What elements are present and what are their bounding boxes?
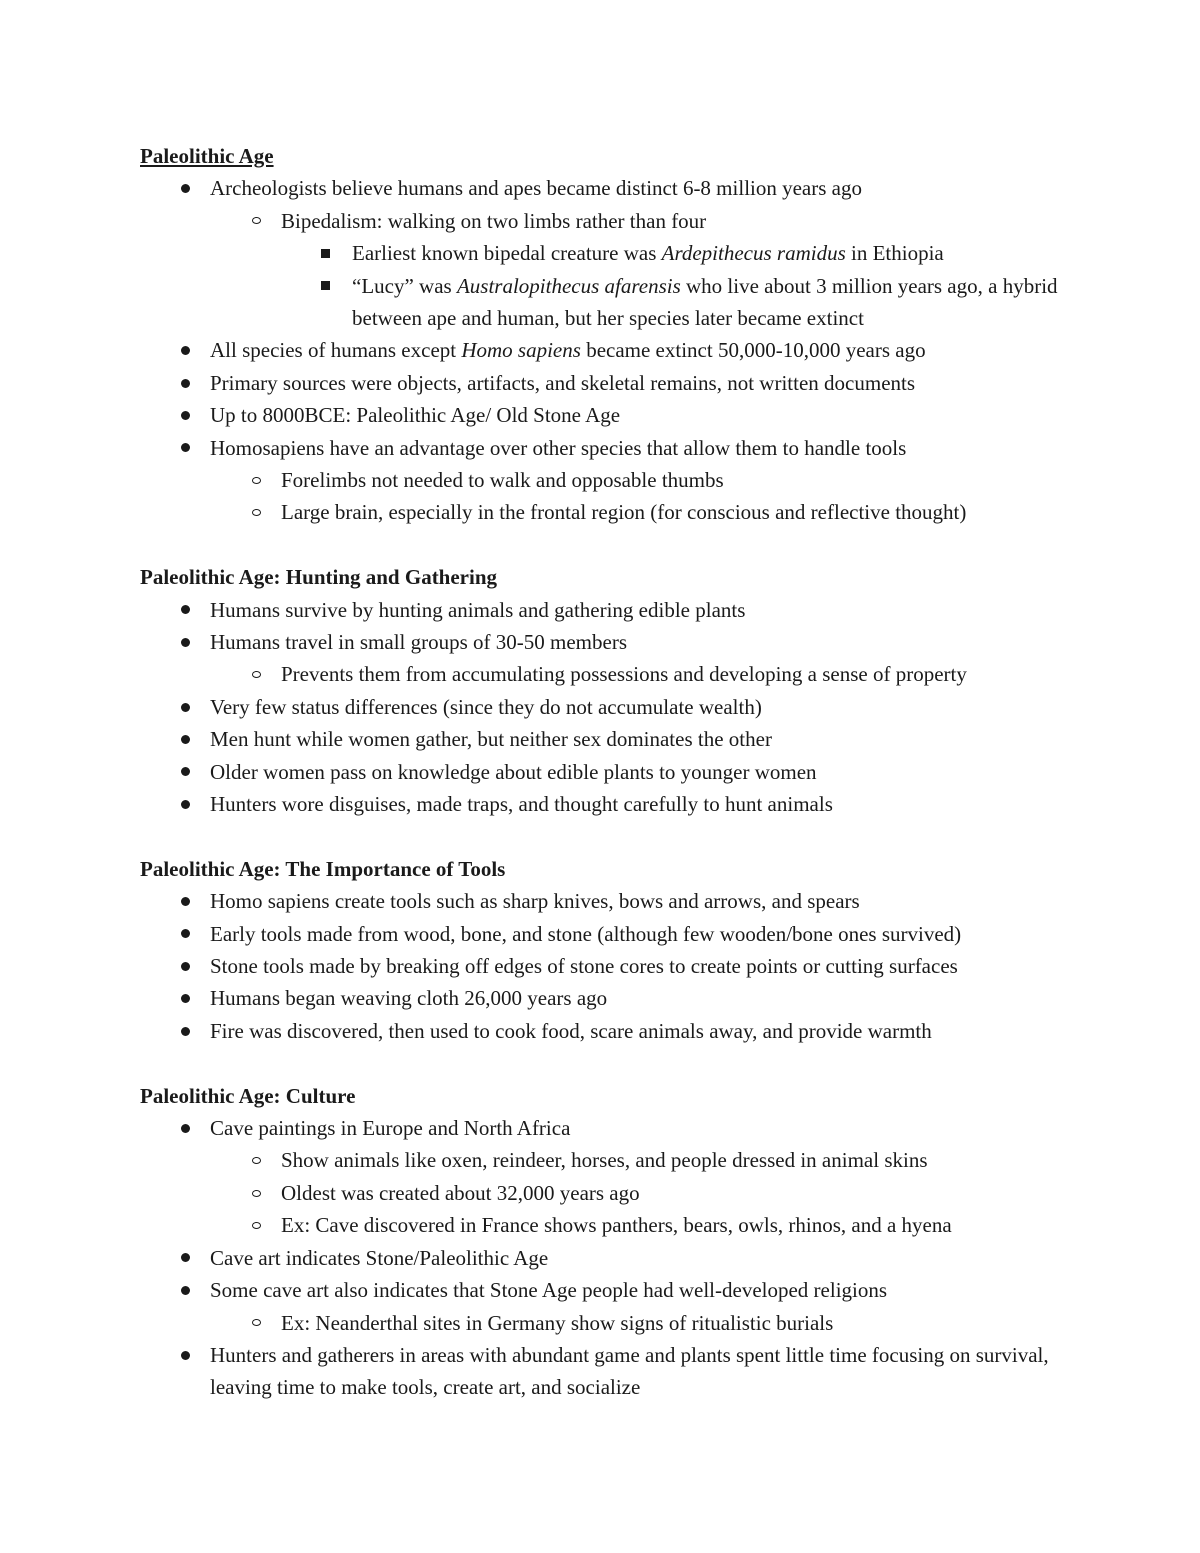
list-item: Primary sources were objects, artifacts, and skeletal remains, not written documents [140,367,1070,399]
filled-circle-bullet-icon [175,788,195,820]
filled-circle-bullet-icon [175,885,195,917]
list-item: Forelimbs not needed to walk and opposable thumbs [140,464,1070,496]
hollow-circle-bullet-icon [246,496,266,528]
filled-circle-bullet-icon [175,399,195,431]
filled-circle-bullet-icon [175,756,195,788]
hollow-circle-bullet-icon [246,1307,266,1339]
filled-circle-bullet-icon [175,1112,195,1144]
list-item: Cave art indicates Stone/Paleolithic Age [140,1242,1070,1274]
list-item: Humans began weaving cloth 26,000 years ago [140,982,1070,1014]
hollow-circle-bullet-icon [246,1177,266,1209]
list-item: Earliest known bipedal creature was Ardepithecus ramidus in Ethiopia [140,237,1070,269]
bullet-list [140,172,1070,528]
section-heading: Paleolithic Age: Hunting and Gathering [140,565,498,590]
filled-circle-bullet-icon [175,172,195,204]
list-item: Large brain, especially in the frontal region (for conscious and reflective thought) [140,496,1070,528]
filled-circle-bullet-icon [175,1242,195,1274]
list-item: Archeologists believe humans and apes became distinct 6-8 million years ago [140,172,1070,204]
list-item: Show animals like oxen, reindeer, horses, and people dressed in animal skins [140,1144,1070,1176]
list-item: Stone tools made by breaking off edges of stone cores to create points or cutting surfaces [140,950,1070,982]
filled-circle-bullet-icon [175,367,195,399]
hollow-circle-bullet-icon [246,1209,266,1241]
filled-circle-bullet-icon [175,691,195,723]
list-item: Bipedalism: walking on two limbs rather than four [140,205,1070,237]
italic-species-name: Ardepithecus ramidus [661,241,846,266]
list-item: All species of humans except Homo sapiens became extinct 50,000-10,000 years ago [140,334,1070,366]
italic-species-name: Homo sapiens [461,338,581,363]
list-item: Early tools made from wood, bone, and stone (although few wooden/bone ones survived) [140,918,1070,950]
square-bullet-icon [315,237,335,269]
list-item: Humans survive by hunting animals and gathering edible plants [140,594,1070,626]
section-heading: Paleolithic Age: Culture [140,1083,356,1108]
square-bullet-icon [315,270,335,302]
list-item: Hunters wore disguises, made traps, and thought carefully to hunt animals [140,788,1070,820]
bullet-list [140,885,1070,1047]
list-item: Ex: Neanderthal sites in Germany show signs of ritualistic burials [140,1307,1070,1339]
filled-circle-bullet-icon [175,982,195,1014]
bullet-list [140,594,1070,821]
filled-circle-bullet-icon [175,1339,195,1371]
filled-circle-bullet-icon [175,594,195,626]
list-item: Humans travel in small groups of 30-50 members [140,626,1070,658]
list-item: Homosapiens have an advantage over other species that allow them to handle tools [140,432,1070,464]
list-item: Hunters and gatherers in areas with abundant game and plants spent little time focusing on survival, leaving time to make tools, create art, and socialize [140,1339,1070,1404]
filled-circle-bullet-icon [175,1274,195,1306]
list-item: “Lucy” was Australopithecus afarensis who live about 3 million years ago, a hybrid between ape and human, but her species later became extinct [140,270,1070,335]
filled-circle-bullet-icon [175,723,195,755]
bullet-list [140,1112,1070,1404]
filled-circle-bullet-icon [175,950,195,982]
list-item: Up to 8000BCE: Paleolithic Age/ Old Stone Age [140,399,1070,431]
section-heading: Paleolithic Age: The Importance of Tools [140,856,506,881]
italic-species-name: Australopithecus afarensis [456,273,681,298]
hollow-circle-bullet-icon [246,1144,266,1176]
list-item: Homo sapiens create tools such as sharp knives, bows and arrows, and spears [140,885,1070,917]
hollow-circle-bullet-icon [246,205,266,237]
document-content [140,140,1070,1404]
list-item: Fire was discovered, then used to cook food, scare animals away, and provide warmth [140,1015,1070,1047]
list-item: Very few status differences (since they do not accumulate wealth) [140,691,1070,723]
filled-circle-bullet-icon [175,334,195,366]
filled-circle-bullet-icon [175,1015,195,1047]
list-item: Some cave art also indicates that Stone Age people had well-developed religions [140,1274,1070,1306]
list-item: Men hunt while women gather, but neither sex dominates the other [140,723,1070,755]
filled-circle-bullet-icon [175,918,195,950]
hollow-circle-bullet-icon [246,658,266,690]
section-heading: Paleolithic Age [140,144,274,168]
hollow-circle-bullet-icon [246,464,266,496]
list-item: Cave paintings in Europe and North Africa [140,1112,1070,1144]
list-item: Oldest was created about 32,000 years ago [140,1177,1070,1209]
list-item: Ex: Cave discovered in France shows panthers, bears, owls, rhinos, and a hyena [140,1209,1070,1241]
filled-circle-bullet-icon [175,432,195,464]
list-item: Prevents them from accumulating possessions and developing a sense of property [140,658,1070,690]
filled-circle-bullet-icon [175,626,195,658]
list-item: Older women pass on knowledge about edible plants to younger women [140,756,1070,788]
